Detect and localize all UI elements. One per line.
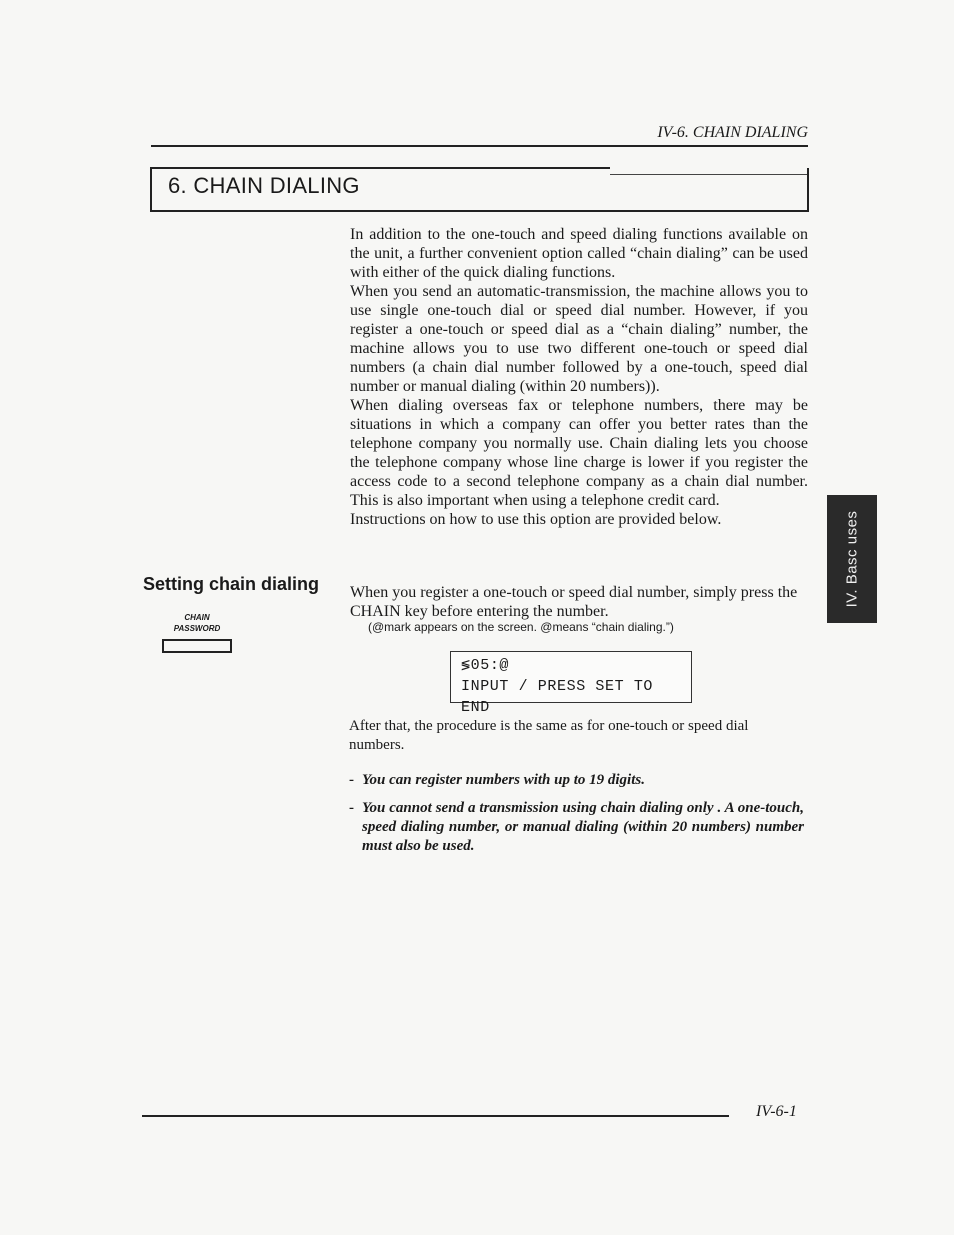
page-number: IV-6-1	[756, 1103, 797, 1120]
lcd-line-2: INPUT / PRESS SET TO END	[461, 678, 654, 716]
note-item	[349, 771, 804, 790]
lcd-line-1: ≶05:@	[461, 657, 510, 674]
chain-key-label	[172, 612, 222, 634]
intro-paragraph: Instructions on how to use this option are provided below.	[350, 511, 722, 528]
intro-section	[350, 225, 808, 529]
intro-paragraph: In addition to the one-touch and speed dialing functions available on the unit, a further convenient option called “chain dialing” can be used with either of the quick dialing functions.	[350, 226, 808, 281]
note-text: You cannot send a transmission using chain dialing only . A one-touch, speed dialing number, or manual dialing (within 20 numbers) number must also be used.	[362, 800, 804, 854]
running-header: IV-6. CHAIN DIALING	[657, 124, 808, 141]
chain-key-label-line2: PASSWORD	[173, 624, 221, 633]
page-title: 6. CHAIN DIALING	[168, 173, 360, 198]
setting-instruction-text: When you register a one-touch or speed dial number, simply press the CHAIN key before entering the number.	[350, 584, 798, 620]
screen-note: (@mark appears on the screen. @means “chain dialing.”)	[368, 620, 674, 634]
notes-list	[349, 771, 804, 865]
chain-key-icon	[162, 639, 232, 653]
intro-paragraph: When you send an automatic-transmission, the machine allows you to use single one-touch dial or speed dial number. However, if you register a one-touch or speed dial as a “chain dialing” number, the machine allows you to use two different one-touch or speed dial numbers (a chain dial number followed by a one-touch, speed dial number or manual dialing (within 20 numbers)).	[350, 283, 808, 395]
lcd-display	[450, 651, 692, 716]
footer-rule	[142, 1115, 729, 1117]
setting-instruction	[350, 583, 808, 621]
intro-paragraph: When dialing overseas fax or telephone numbers, there may be situations in which a company can offer you better rates than the telephone company you normally use. Chain dialing lets you choose the telephone company whose line charge is lower if you register the access code to a second telephone company as a chain dial number. This is also important when using a telephone credit card.	[350, 397, 808, 509]
header-rule	[151, 145, 808, 147]
section-side-tab	[827, 495, 877, 623]
note-dash: -	[349, 772, 354, 788]
section-heading: Setting chain dialing	[143, 574, 320, 594]
note-text: You can register numbers with up to 19 digits.	[362, 772, 645, 788]
after-text: After that, the procedure is the same as for one-touch or speed dial numbers.	[349, 718, 749, 753]
note-dash: -	[349, 800, 354, 816]
chain-key-label-line1: CHAIN	[184, 613, 210, 622]
side-tab-label: IV. Basc uses	[843, 510, 861, 608]
note-item	[349, 799, 804, 856]
